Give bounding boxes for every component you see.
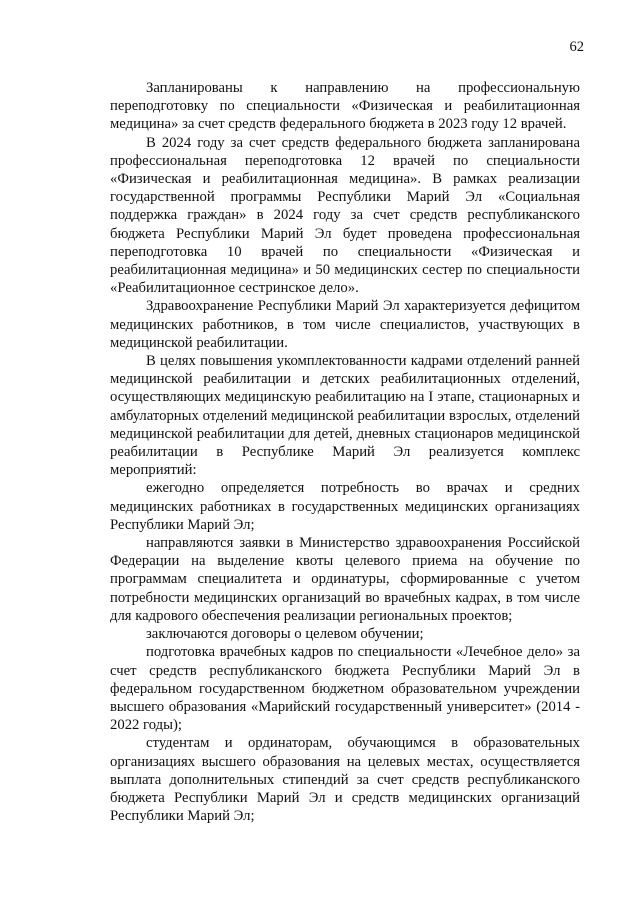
paragraph-measure-target-contracts: заключаются договоры о целевом обучении; [146, 626, 424, 643]
paragraph-measure-doctor-training: подготовка врачебных кадров по специальности «Лечебное дело» за счет средств республиканского бюджета Республики Марий Эл в федеральном государственном бюджетном образовательном учреждении высшего образования «Марийский государственный университет» (2014 - 2022 годы); [110, 644, 580, 734]
paragraph-measure-quota-applications: направляются заявки в Министерство здравоохранения Российской Федерации на выделение квоты целевого приема на обучение по программам специалитета и ординатуры, сформированные с учетом потребности медицинских организаций во врачебных кадрах, в том числе для кадрового обеспечения реализации региональных проектов; [110, 535, 580, 624]
paragraph-measure-stipends: студентам и ординаторам, обучающимся в образовательных организациях высшего образования на целевых местах, осуществляется выплата дополнительных стипендий за счет средств республиканского бюджета Республики Марий Эл и средств медицинских организаций Республики Марий Эл; [110, 735, 580, 825]
paragraph-measures-intro: В целях повышения укомплектованности кадрами отделений ранней медицинской реабилитации и детских реабилитационных отделений, осуществляющих медицинскую реабилитацию на I этапе, стационарных и амбулаторных отделений медицинской реабилитации взрослых, отделений медицинской реабилитации для детей, дневных стационаров медицинской реабилитации в Республике Марий Эл реализуется комплекс мероприятий: [110, 353, 580, 479]
paragraph-retraining-2023: Запланированы к направлению на профессиональную переподготовку по специальности «Физическая и реабилитационная медицина» за счет средств федерального бюджета в 2023 году 12 врачей. [110, 80, 580, 133]
paragraph-measure-needs-assessment: ежегодно определяется потребность во врачах и средних медицинских работниках в государственных медицинских организациях Республики Марий Эл; [110, 480, 580, 533]
document-body [110, 79, 580, 825]
page-number: 62 [569, 39, 584, 55]
paragraph-staff-shortage: Здравоохранение Республики Марий Эл характеризуется дефицитом медицинских работников, в том числе специалистов, участвующих в медицинской реабилитации. [110, 298, 580, 351]
paragraph-retraining-2024: В 2024 году за счет средств федерального бюджета запланирована профессиональная переподготовка 12 врачей по специальности «Физическая и реабилитационная медицина». В рамках реализации государственной программы Республики Марий Эл «Социальная поддержка граждан» в 2024 году за счет средств республиканского бюджета Республики Марий Эл будет проведена профессиональная переподготовка 10 врачей по специальности «Физическая и реабилитационная медицина» и 50 медицинских сестер по специальности «Реабилитационное сестринское дело». [110, 134, 580, 297]
